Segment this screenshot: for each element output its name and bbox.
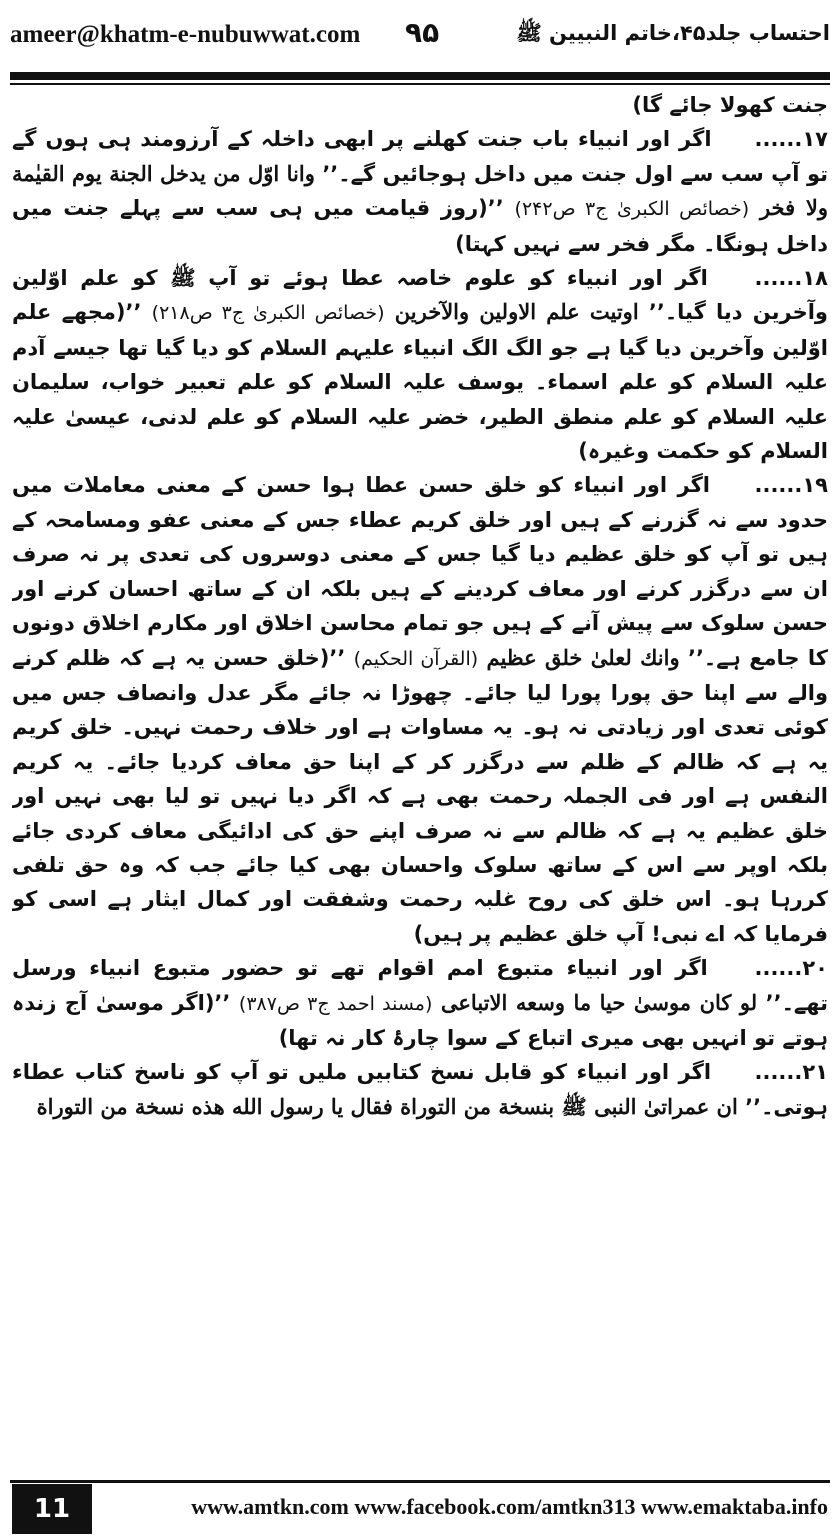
paragraph-text: جنت کھولا جائے گا) bbox=[632, 93, 828, 117]
arabic-quote: وانا اوّل من یدخل الجنة یوم القیٰمة ولا فخر bbox=[12, 160, 828, 221]
translation: ’’(روز قیامت میں ہی سب سے پہلے جنت میں داخل ہونگا۔ مگر فخر سے نہیں کہتا) bbox=[12, 196, 828, 256]
footer-page-index: 11 bbox=[12, 1484, 92, 1534]
header-title: احتساب جلد۴۵،خاتم النبیین ﷺ bbox=[516, 20, 830, 45]
header-rule-thin bbox=[10, 83, 830, 85]
translation: ’’(اگر موسیٰ آج زندہ ہوتے تو انہیں بھی میری اتباع کے سوا چارۂ کار نہ تھا) bbox=[12, 990, 828, 1050]
header-rule-thick bbox=[10, 72, 830, 80]
paragraph-17 bbox=[12, 122, 828, 261]
translation: ’’(مجھے علم اوّلین وآخرین دیا گیا ہے جو الگ الگ انبیاء علیہم السلام کو دیا گیا تھا جیسے آدم علیہ السلام کو علم اسماء۔ یوسف علیہ السلام کو علم تعبیر خواب، سلیمان علیہ السلام کو علم منطق الطیر، خضر علیہ السلام کو علم لدنی، عیسیٰ علیہ السلام کو حکمت وغیرہ) bbox=[12, 300, 828, 464]
reference: (خصائص الکبریٰ ج۳ ص۲۱۸) bbox=[151, 302, 385, 325]
paragraph-number: ۱۷...... bbox=[754, 127, 828, 152]
paragraph-18 bbox=[12, 261, 828, 468]
paragraph-number: ۱۹...... bbox=[754, 473, 828, 498]
reference: (مسند احمد ج۳ ص۳۸۷) bbox=[238, 992, 433, 1015]
paragraph-text: اگر اور انبیاء کو علوم خاصہ عطا ہوئے تو آپ ﷺ کو علم اوّلین وآخرین دیا گیا۔’’ bbox=[12, 266, 828, 325]
paragraph-text: اگر اور انبیاء کو قابل نسخ کتابیں ملیں تو آپ کو ناسخ کتاب عطاء ہوتی۔’’ bbox=[12, 1060, 828, 1119]
translation: ’’(خلق حسن یہ ہے کہ ظلم کرنے والے سے اپنا حق پورا پورا لیا جائے۔ چھوڑا نہ جائے مگر عدل وانصاف جس میں کوئی تعدی اور زیادتی نہ ہو۔ یہ مساوات ہے اور خلاف رحمت نہیں۔ خلق کریم یہ ہے کہ ظالم کے ظلم سے درگزر کر کے اپنا حق معاف کردیا جائے۔ یہ کریم النفس ہے اور فی الجملہ رحمت بھی ہے کہ اگر دیا نہیں تو لیا بھی نہیں اور خلق عظیم یہ ہے کہ ظالم سے نہ صرف اپنے حق کی ادائیگی معاف کردی جائے بلکہ اوپر سے اس کے ساتھ سلوک واحسان بھی کیا جائے جب کہ وہ حق تلفی کررہا ہو۔ اس خلق کی روح غلبہ رحمت وشفقت اور کمال ایثار ہے اسی کو فرمایا کہ اے نبی! آپ خلق عظیم پر ہیں) bbox=[12, 645, 828, 946]
reference: (القرآن الحکیم) bbox=[353, 647, 479, 670]
paragraph-text: اگر اور انبیاء کو خلق حسن عطا ہوا حسن کے معنی معاملات میں حدود سے نہ گزرنے کے ہیں اور خلق کریم عطاء جس کے معنی عفو ومسامحہ کے ہیں تو آپ کو خلق عظیم دیا گیا جس کے معنی دوسروں کی تعدی پر نہ صرف ان سے درگزر کرنے اور معاف کردینے کے ہیں بلکہ ان کے ساتھ احسان کرنے اور حسن سلوک سے پیش آنے کے ہیں جو تمام محاسن اخلاق اور مکارم اخلاق دونوں کا جامع ہے۔’’ bbox=[12, 473, 828, 670]
paragraph-20 bbox=[12, 951, 828, 1055]
paragraph-19 bbox=[12, 468, 828, 951]
page-header bbox=[10, 0, 830, 70]
arabic-quote: اوتیت علم الاولین والآخرین bbox=[394, 299, 639, 325]
header-email[interactable]: ameer@khatm-e-nubuwwat.com bbox=[10, 21, 361, 48]
page-body bbox=[12, 88, 828, 1450]
footer-rule bbox=[10, 1480, 830, 1483]
arabic-quote: لو کان موسیٰ حیا ما وسعه الاتباعی bbox=[440, 989, 758, 1015]
reference: (خصائص الکبریٰ ج۳ ص۲۴۲) bbox=[514, 198, 750, 221]
paragraph-continuation bbox=[12, 88, 828, 122]
arabic-quote: وانك لعلیٰ خلق عظیم bbox=[486, 644, 680, 670]
paragraph-number: ۱۸...... bbox=[754, 266, 828, 291]
paragraph-number: ۲۰...... bbox=[754, 956, 828, 981]
footer-links[interactable]: www.amtkn.com www.facebook.com/amtkn313 www.emaktaba.info bbox=[191, 1494, 828, 1519]
paragraph-number: ۲۱...... bbox=[754, 1060, 828, 1085]
header-page-number: ۹۵ bbox=[405, 16, 440, 49]
paragraph-text: اگر اور انبیاء باب جنت کھلنے پر ابھی داخلہ کے آرزومند ہی ہوں گے تو آپ سب سے اول جنت میں داخل ہوجائیں گے۔’’ bbox=[12, 127, 828, 186]
arabic-quote: ان عمراتیٰ النبی ﷺ بنسخة من التوراة فقال یا رسول الله هذه نسخة من التوراة bbox=[36, 1093, 738, 1119]
paragraph-text: اگر اور انبیاء متبوع امم اقوام تھے تو حضور متبوع انبیاء ورسل تھے۔’’ bbox=[12, 956, 828, 1015]
paragraph-21 bbox=[12, 1055, 828, 1124]
